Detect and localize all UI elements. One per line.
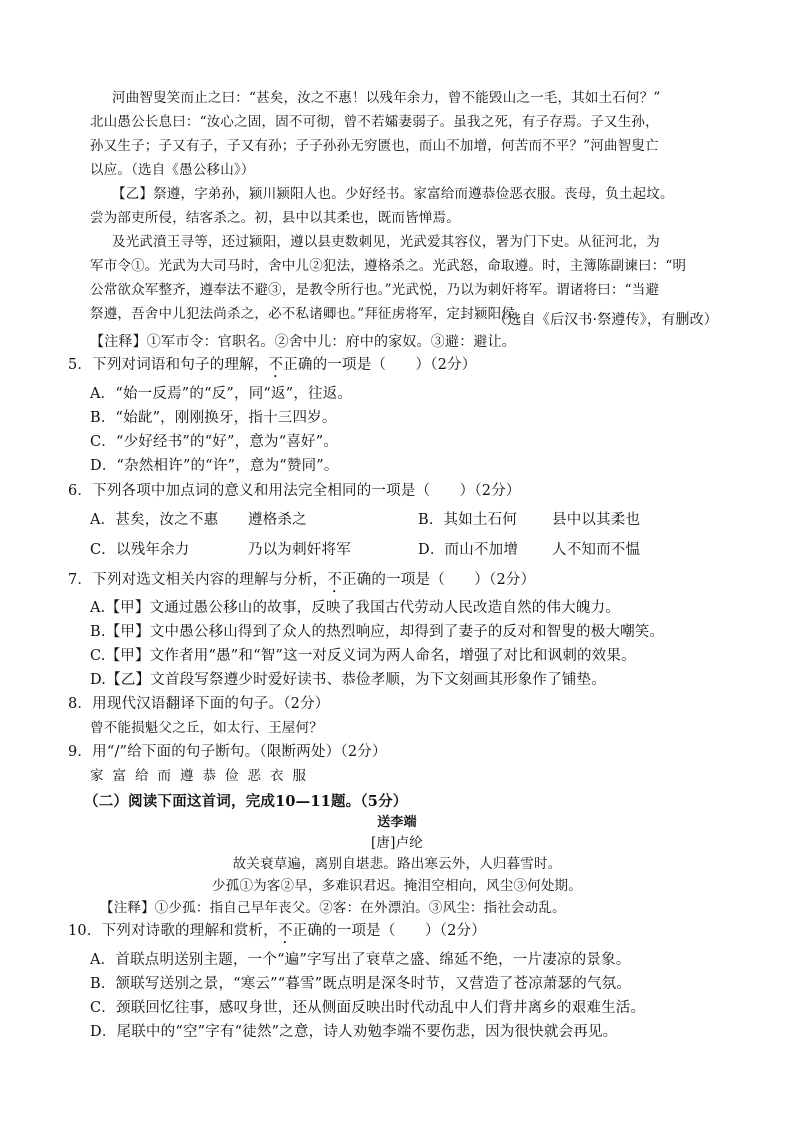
q6-option-b-part2: 县中以其柔也 bbox=[552, 512, 641, 528]
q6-option-a-part2: 遵格杀之 bbox=[248, 512, 307, 528]
q7-option-b: B.【甲】文中愚公移山得到了众人的热烈响应，却得到了妻子的反对和智叟的极大嘲笑。 bbox=[90, 624, 665, 640]
passage-yi-line-2: 尝为部吏所侵，结客杀之。初，县中以其柔也，既而皆惮焉。 bbox=[90, 210, 460, 226]
passage-yi-line-3: 及光武濆王寻等，还过颍阳，遵以县吏数刺见，光武爱其容仪，署为门下史。从征河北，为 bbox=[112, 234, 660, 250]
q7-option-a: A.【甲】文通过愚公移山的故事，反映了我国古代劳动人民改造自然的伟大魄力。 bbox=[90, 600, 620, 616]
q5-option-c: C．“少好经书”的“好”，意为“喜好”。 bbox=[90, 434, 339, 450]
passage-yi-line-4: 军市令①。光武为大司马时，舍中儿②犯法，遵格杀之。光武怒，命取遵。时，主簿陈副谏曰：“明 bbox=[90, 258, 687, 274]
q5-option-a: A．“始一反焉”的“反”，同“返”，往返。 bbox=[90, 386, 353, 402]
q8-sentence: 曾不能损魁父之丘，如太行、王屋何？ bbox=[90, 720, 323, 736]
passage-yi-line-5: 公常欲众军整齐，遵奉法不避③，是教令所行也。”光武悦，乃以为刺奸将军。谓诸将曰：“当避 bbox=[90, 282, 660, 298]
q7-option-d: D.【乙】文首段写祭遵少时爱好读书、恭俭孝顺，为下文刻画其形象作了铺垫。 bbox=[90, 672, 606, 688]
passage-jia-line-1: 河曲智叟笑而止之曰：“甚矣，汝之不惠！以残年余力，曾不能毁山之一毛，其如土石何？” bbox=[112, 90, 661, 106]
passage-yi-source: （选自《后汉书·祭遵传》，有删改） bbox=[493, 312, 718, 328]
passage-yi-line-6: 祭遵，吾舍中儿犯法尚杀之，必不私诸卿也。”拜征虏将军，定封颍阳侯。 bbox=[90, 306, 529, 322]
q5-option-b: B．“始龀”，刚刚换牙，指十三四岁。 bbox=[90, 410, 337, 426]
q10-stem: 10．下列对诗歌的理解和赏析，不正确的一项是（ ）（2分） bbox=[68, 923, 486, 939]
q10-option-b: B．颔联写送别之景，“寒云”“暮雪”既点明是深冬时节，又营造了苍凉萧瑟的气氛。 bbox=[90, 976, 632, 992]
q6-option-c-part2: 乃以为刺奸将军 bbox=[248, 542, 351, 558]
poem-notes: 【注释】①少孤：指自己早年丧父。②客：在外漂泊。③风尘：指社会动乱。 bbox=[100, 900, 566, 916]
q6-option-d-part1: D．而山不加增 bbox=[418, 542, 519, 558]
q5-option-d: D．“杂然相许”的“许”，意为“赞同”。 bbox=[90, 458, 339, 474]
q6-option-d-part2: 人不知而不愠 bbox=[552, 542, 641, 558]
passage-jia-line-2: 北山愚公长息曰：“汝心之固，固不可彻，曾不若孀妻弱子。虽我之死，有子存焉。子又生孙， bbox=[90, 114, 659, 130]
q6-stem: 6．下列各项中加点词的意义和用法完全相同的一项是（ ）（2分） bbox=[68, 483, 521, 499]
q7-option-c: C.【甲】文作者用“愚”和“智”这一对反义词为两人命名，增强了对比和讽刺的效果。 bbox=[90, 648, 636, 664]
q6-option-b-part1: B．其如土石何 bbox=[418, 512, 518, 528]
poem-title: 送李端 bbox=[377, 815, 417, 830]
q5-stem: 5．下列对词语和句子的理解，不正确的一项是（ ）（2分） bbox=[68, 357, 477, 373]
q9-stem: 9．用“/”给下面的句子断句。（限断两处）（2分） bbox=[68, 744, 387, 760]
passage-yi-line-1: 【乙】祭遵，字弟孙，颍川颍阳人也。少好经书。家富给而遵恭俭恶衣服。丧母，负土起坟。 bbox=[112, 186, 674, 202]
passage-jia-line-3: 孙又生子；子又有子，子又有孙；子子孙孙无穷匮也，而山不加增，何苦而不平？”河曲智叟亡 bbox=[90, 138, 659, 154]
poem-author: [唐]卢纶 bbox=[370, 835, 424, 851]
poem-line-2: 少孤①为客②早，多难识君迟。掩泪空相向，风尘③何处期。 bbox=[212, 878, 582, 894]
poem-line-1: 故关衰草遍，离别自堪悲。路出寒云外，人归暮雪时。 bbox=[232, 856, 562, 872]
q6-option-c-part1: C．以残年余力 bbox=[90, 542, 190, 558]
passage-jia-line-4: 以应。（选自《愚公移山》） bbox=[90, 162, 255, 178]
q9-sentence: 家富给而遵恭俭恶衣服 bbox=[90, 768, 315, 784]
q6-option-a-part1: A．甚矣，汝之不惠 bbox=[90, 512, 219, 528]
q10-option-d: D．尾联中的“空”字有“徒然”之意，诗人劝勉李端不要伤悲，因为很快就会再见。 bbox=[90, 1024, 618, 1040]
q10-option-a: A．首联点明送别主题，一个“遍”字写出了衰草之盛、绵延不绝，一片凄凉的景象。 bbox=[90, 952, 631, 968]
q10-option-c: C．颈联回忆往事，感叹身世，还从侧面反映出时代动乱中人们背井离乡的艰难生活。 bbox=[90, 1000, 646, 1016]
passage-yi-notes: 【注释】①军市令：官职名。②舍中儿：府中的家奴。③避：避让。 bbox=[90, 334, 516, 350]
q7-stem: 7．下列对选文相关内容的理解与分析，不正确的一项是（ ）（2分） bbox=[68, 572, 536, 588]
section-2-heading: （二）阅读下面这首词，完成10—11题。（5分） bbox=[84, 793, 408, 810]
q8-stem: 8．用现代汉语翻译下面的句子。（2分） bbox=[68, 696, 330, 712]
